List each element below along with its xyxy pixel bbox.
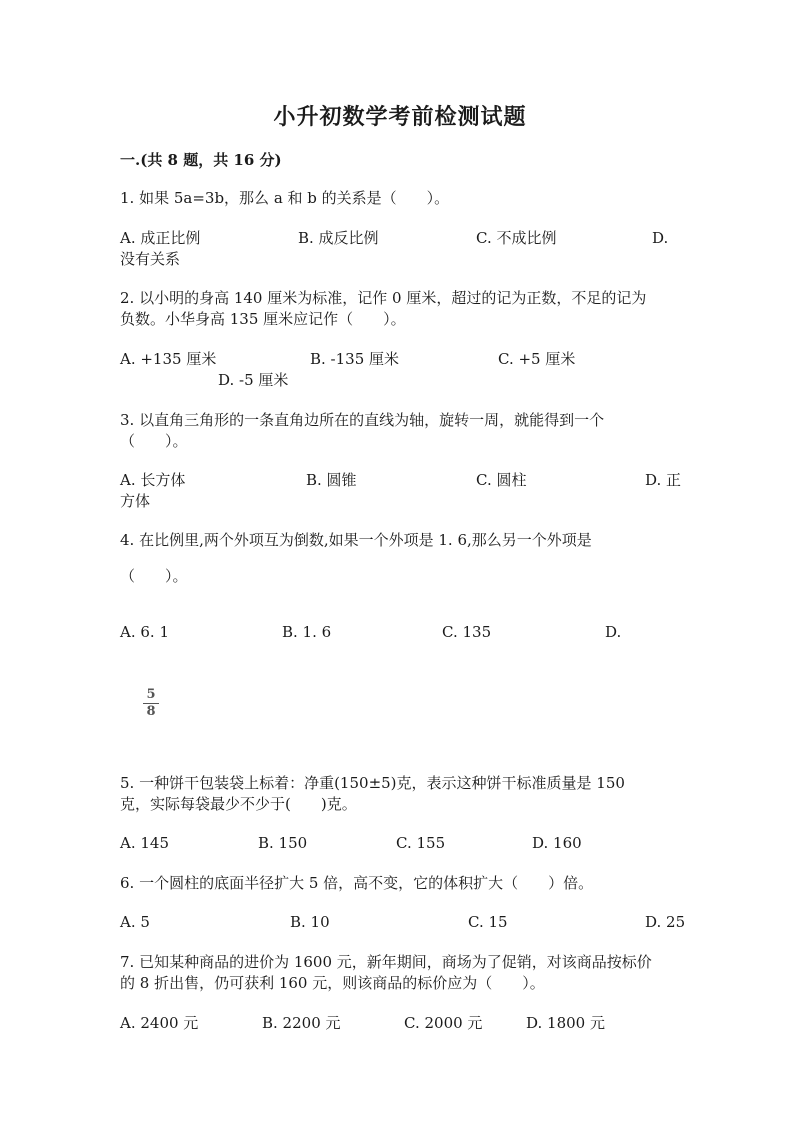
question-7-option-c[interactable]: C. 2000 元 <box>404 1014 483 1032</box>
question-4-option-c[interactable]: C. 135 <box>442 623 492 641</box>
question-2-stem-line-1: 2. 以小明的身高 140 厘米为标准，记作 0 厘米，超过的记为正数，不足的记为 <box>120 289 647 307</box>
question-3-option-d[interactable]: D. 正 <box>645 471 682 489</box>
question-6-option-b[interactable]: B. 10 <box>290 913 330 931</box>
question-7-option-b[interactable]: B. 2200 元 <box>262 1014 341 1032</box>
question-2-option-a[interactable]: A. +135 厘米 <box>120 350 217 368</box>
fraction-denominator: 8 <box>146 704 156 719</box>
question-5-stem-line-1: 5. 一种饼干包装袋上标着：净重(150±5)克，表示这种饼干标准质量是 150 <box>120 774 625 792</box>
question-4-option-b[interactable]: B. 1. 6 <box>282 623 332 641</box>
question-3-option-b[interactable]: B. 圆锥 <box>306 471 357 489</box>
question-5-option-d[interactable]: D. 160 <box>532 834 582 852</box>
question-6-stem: 6. 一个圆柱的底面半径扩大 5 倍，高不变，它的体积扩大（ ）倍。 <box>120 874 594 892</box>
question-7-stem-line-1: 7. 已知某种商品的进价为 1600 元，新年期间，商场为了促销，对该商品按标价 <box>120 953 652 971</box>
question-2-option-c[interactable]: C. +5 厘米 <box>498 350 576 368</box>
question-6-option-c[interactable]: C. 15 <box>468 913 508 931</box>
question-4-stem-line-2: （ ）。 <box>120 567 188 585</box>
question-1-option-a[interactable]: A. 成正比例 <box>120 229 201 247</box>
question-3-option-c[interactable]: C. 圆柱 <box>476 471 527 489</box>
question-3-option-a[interactable]: A. 长方体 <box>120 471 186 489</box>
question-1-stem: 1. 如果 5a=3b，那么 a 和 b 的关系是（ ）。 <box>120 189 450 207</box>
question-6-option-d[interactable]: D. 25 <box>645 913 686 931</box>
question-1-option-b[interactable]: B. 成反比例 <box>298 229 379 247</box>
page-title: 小升初数学考前检测试题 <box>273 104 527 130</box>
question-3-stem-line-2: （ ）。 <box>120 432 188 450</box>
question-5-option-b[interactable]: B. 150 <box>258 834 308 852</box>
question-7-option-a[interactable]: A. 2400 元 <box>120 1014 199 1032</box>
question-2-option-d[interactable]: D. -5 厘米 <box>218 371 289 389</box>
question-4-option-d[interactable]: D. <box>605 623 622 641</box>
section-heading: 一.(共 8 题，共 16 分) <box>120 151 282 169</box>
question-3-option-d-text[interactable]: 方体 <box>120 492 151 510</box>
question-5-stem-line-2: 克，实际每袋最少不少于( )克。 <box>120 795 357 813</box>
question-2-stem-line-2: 负数。小华身高 135 厘米应记作（ ）。 <box>120 310 406 328</box>
question-1-option-d[interactable]: D. <box>652 229 669 247</box>
question-1-option-c[interactable]: C. 不成比例 <box>476 229 557 247</box>
question-4-stem-line-1: 4. 在比例里,两个外项互为倒数,如果一个外项是 1. 6,那么另一个外项是 <box>120 531 592 549</box>
question-3-stem-line-1: 3. 以直角三角形的一条直角边所在的直线为轴，旋转一周，就能得到一个 <box>120 411 605 429</box>
question-6-option-a[interactable]: A. 5 <box>120 913 150 931</box>
question-4-fraction[interactable] <box>143 688 159 719</box>
question-7-option-d[interactable]: D. 1800 元 <box>526 1014 605 1032</box>
question-2-option-b[interactable]: B. -135 厘米 <box>310 350 400 368</box>
question-5-option-a[interactable]: A. 145 <box>120 834 169 852</box>
question-7-stem-line-2: 的 8 折出售，仍可获利 160 元，则该商品的标价应为（ ）。 <box>120 974 545 992</box>
question-5-option-c[interactable]: C. 155 <box>396 834 446 852</box>
fraction-numerator: 5 <box>146 687 156 702</box>
question-1-option-d-text[interactable]: 没有关系 <box>120 250 181 268</box>
question-4-option-a[interactable]: A. 6. 1 <box>120 623 169 641</box>
